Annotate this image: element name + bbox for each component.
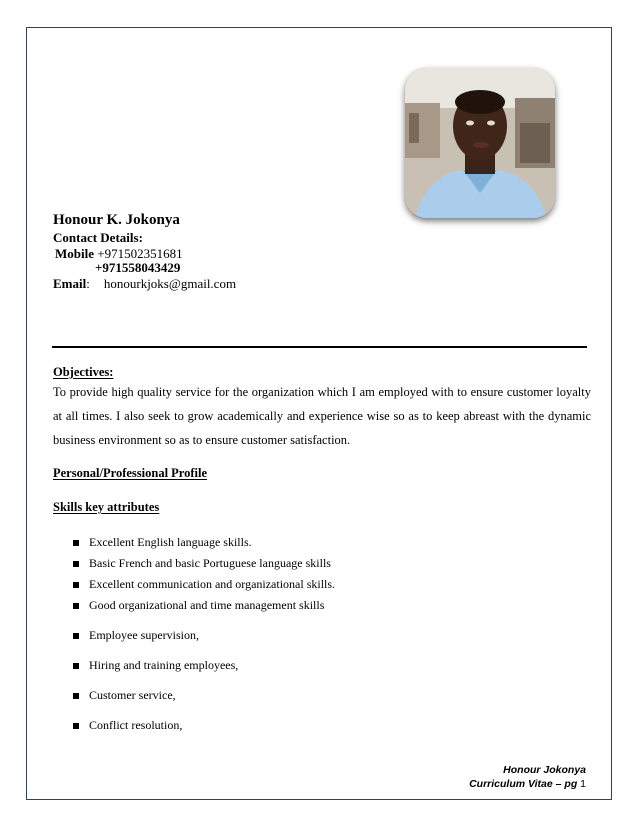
skill-text: Excellent English language skills.	[89, 535, 252, 549]
objectives-heading	[53, 365, 113, 380]
email-label: Email	[53, 276, 87, 291]
square-bullet-icon	[73, 603, 79, 609]
skill-item	[73, 598, 324, 613]
square-bullet-icon	[73, 663, 79, 669]
candidate-name: Honour K. Jokonya	[53, 212, 180, 228]
square-bullet-icon	[73, 561, 79, 567]
skill-item	[73, 688, 176, 703]
skill-text: Excellent communication and organizational skills.	[89, 577, 336, 591]
footer-name: Honour Jokonya	[503, 764, 586, 776]
square-bullet-icon	[73, 582, 79, 588]
objectives-colon: :	[109, 365, 114, 379]
skill-item	[73, 556, 331, 571]
profile-heading: Personal/Professional Profile	[53, 466, 208, 480]
objectives-heading-text: Objectives	[53, 365, 110, 379]
mobile-label: Mobile	[55, 246, 94, 261]
square-bullet-icon	[73, 633, 79, 639]
profile-photo	[405, 68, 555, 218]
footer-page-number: 1	[580, 778, 586, 790]
email-value[interactable]: honourkjoks@gmail.com	[103, 276, 237, 291]
email-line	[53, 276, 236, 292]
skill-text: Hiring and training employees,	[89, 658, 239, 672]
skill-item	[73, 577, 335, 592]
square-bullet-icon	[73, 693, 79, 699]
skill-text: Basic French and basic Portuguese language skills	[89, 556, 331, 570]
footer-page-label	[469, 778, 586, 790]
mobile-number-1: +971502351681	[97, 246, 183, 261]
skill-item	[73, 718, 182, 733]
section-divider	[52, 346, 587, 348]
profile-photo-image	[405, 68, 555, 218]
square-bullet-icon	[73, 540, 79, 546]
skill-text: Conflict resolution,	[89, 718, 183, 732]
email-colon: :	[86, 276, 90, 291]
skill-item	[73, 535, 252, 550]
skill-text: Good organizational and time management skills	[89, 598, 325, 612]
skill-item	[73, 658, 238, 673]
skill-text: Employee supervision,	[89, 628, 199, 642]
skill-item	[73, 628, 199, 643]
footer-cv-label: Curriculum Vitae – pg	[469, 778, 578, 790]
mobile-number-2: +971558043429	[95, 260, 181, 275]
square-bullet-icon	[73, 723, 79, 729]
skills-heading: Skills key attributes	[53, 500, 160, 514]
skill-text: Customer service,	[89, 688, 176, 702]
contact-details-label: Contact Details:	[53, 230, 143, 245]
objectives-text: To provide high quality service for the organization which I am employed with to ensure customer loyalty at all times. I also seek to grow academically and experience wise so as to keep abreast with the dynamic business environment so as to ensure customer satisfaction.	[53, 385, 591, 447]
